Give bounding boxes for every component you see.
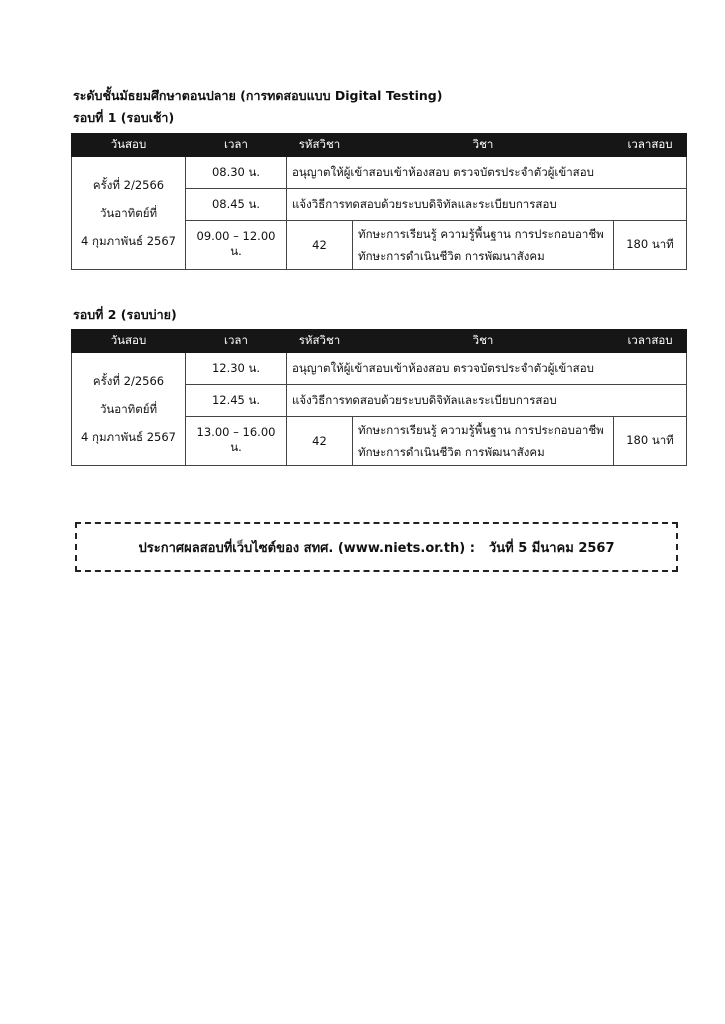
table-header-row bbox=[72, 330, 687, 353]
level-heading: ระดับชั้นมัธยมศึกษาตอนปลาย (การทดสอบแบบ Digital Testing) bbox=[73, 88, 443, 103]
subject-cell bbox=[353, 417, 614, 466]
table-row bbox=[72, 157, 687, 189]
time-cell: 08.30 น. bbox=[186, 157, 287, 189]
subject-line: ทักษะการดำเนินชีวิต การพัฒนาสังคม bbox=[358, 249, 545, 263]
round-1-heading: รอบที่ 1 (รอบเช้า) bbox=[73, 110, 175, 125]
subject-code-cell: 42 bbox=[287, 221, 353, 270]
col-header-date: วันสอบ bbox=[72, 330, 186, 353]
activity-cell: แจ้งวิธีการทดสอบด้วยระบบดิจิทัลและระเบียบการสอบ bbox=[287, 385, 687, 417]
round-2-schedule-table bbox=[71, 329, 687, 466]
exam-date-cell bbox=[72, 157, 186, 270]
activity-cell: อนุญาตให้ผู้เข้าสอบเข้าห้องสอบ ตรวจบัตรประจำตัวผู้เข้าสอบ bbox=[287, 353, 687, 385]
col-header-subject: วิชา bbox=[353, 330, 614, 353]
col-header-date: วันสอบ bbox=[72, 134, 186, 157]
subject-code-cell: 42 bbox=[287, 417, 353, 466]
results-announcement-box bbox=[75, 522, 678, 572]
time-cell: 12.30 น. bbox=[186, 353, 287, 385]
round-1-schedule-table bbox=[71, 133, 687, 270]
subject-line: ทักษะการเรียนรู้ ความรู้พื้นฐาน การประกอบอาชีพ bbox=[358, 423, 604, 437]
table-row bbox=[72, 353, 687, 385]
round-2-heading: รอบที่ 2 (รอบบ่าย) bbox=[73, 307, 177, 322]
exam-weekday: วันอาทิตย์ที่ bbox=[99, 206, 158, 220]
subject-line: ทักษะการดำเนินชีวิต การพัฒนาสังคม bbox=[358, 445, 545, 459]
exam-date: 4 กุมภาพันธ์ 2567 bbox=[81, 234, 176, 248]
time-cell: 08.45 น. bbox=[186, 189, 287, 221]
activity-cell: แจ้งวิธีการทดสอบด้วยระบบดิจิทัลและระเบียบการสอบ bbox=[287, 189, 687, 221]
col-header-duration: เวลาสอบ bbox=[614, 134, 687, 157]
duration-cell: 180 นาที bbox=[614, 221, 687, 270]
time-cell: 12.45 น. bbox=[186, 385, 287, 417]
duration-cell: 180 นาที bbox=[614, 417, 687, 466]
time-cell: 09.00 – 12.00 น. bbox=[186, 221, 287, 270]
col-header-time: เวลา bbox=[186, 134, 287, 157]
activity-cell: อนุญาตให้ผู้เข้าสอบเข้าห้องสอบ ตรวจบัตรประจำตัวผู้เข้าสอบ bbox=[287, 157, 687, 189]
exam-date: 4 กุมภาพันธ์ 2567 bbox=[81, 430, 176, 444]
table-header-row bbox=[72, 134, 687, 157]
subject-cell bbox=[353, 221, 614, 270]
col-header-code: รหัสวิชา bbox=[287, 330, 353, 353]
col-header-code: รหัสวิชา bbox=[287, 134, 353, 157]
exam-weekday: วันอาทิตย์ที่ bbox=[99, 402, 158, 416]
subject-line: ทักษะการเรียนรู้ ความรู้พื้นฐาน การประกอบอาชีพ bbox=[358, 227, 604, 241]
time-cell: 13.00 – 16.00 น. bbox=[186, 417, 287, 466]
exam-session: ครั้งที่ 2/2566 bbox=[92, 178, 165, 192]
col-header-duration: เวลาสอบ bbox=[614, 330, 687, 353]
announcement-text: ประกาศผลสอบที่เว็บไซต์ของ สทศ. (www.niets.or.th) : bbox=[138, 540, 475, 556]
announcement-date: วันที่ 5 มีนาคม 2567 bbox=[488, 540, 615, 556]
exam-session: ครั้งที่ 2/2566 bbox=[92, 374, 165, 388]
col-header-subject: วิชา bbox=[353, 134, 614, 157]
exam-date-cell bbox=[72, 353, 186, 466]
col-header-time: เวลา bbox=[186, 330, 287, 353]
